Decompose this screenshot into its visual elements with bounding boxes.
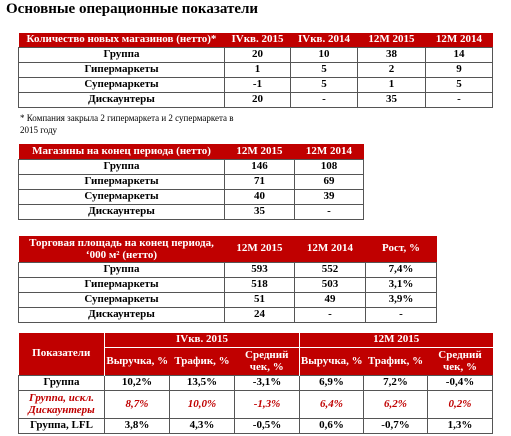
row-label: Дискаунтеры (19, 307, 225, 322)
table-cell: - (426, 92, 493, 107)
row-label: Гипермаркеты (19, 277, 225, 292)
table-cell: 593 (225, 262, 295, 277)
table-cell: 35 (358, 92, 426, 107)
row-label: Гипермаркеты (19, 62, 225, 77)
table-cell: 518 (225, 277, 295, 292)
table-cell: 1 (225, 62, 291, 77)
table-cell: 5 (291, 77, 358, 92)
column-header: Трафик, % (364, 347, 428, 375)
table-cell: 552 (295, 262, 366, 277)
table-cell: 51 (225, 292, 295, 307)
column-header: Рост, % (366, 236, 437, 262)
table-row (19, 262, 437, 277)
column-group-header: 12M 2015 (300, 333, 493, 347)
row-label: Супермаркеты (19, 292, 225, 307)
table-cell: 8,7% (105, 390, 170, 418)
column-header: IVкв. 2014 (291, 33, 358, 47)
row-label: Группа (19, 47, 225, 62)
table-row (19, 307, 437, 322)
table-row (19, 47, 493, 62)
table-cell: 9 (426, 62, 493, 77)
table-row (19, 277, 437, 292)
table-row (19, 189, 364, 204)
table-cell: -0,7% (364, 418, 428, 433)
row-label: Гипермаркеты (19, 174, 225, 189)
table-cell: 10 (291, 47, 358, 62)
column-header: 12M 2015 (225, 236, 295, 262)
table-cell: 39 (295, 189, 364, 204)
table-cell: 4,3% (170, 418, 235, 433)
table-cell: 5 (291, 62, 358, 77)
table-cell: 35 (225, 204, 295, 219)
table-cell: 38 (358, 47, 426, 62)
table-cell: -1,3% (235, 390, 300, 418)
table-cell: - (291, 92, 358, 107)
table-cell: -0,4% (428, 375, 493, 390)
column-header: 12M 2014 (295, 144, 364, 159)
table-cell: 146 (225, 159, 295, 174)
table-row (19, 375, 493, 390)
table-cell: -3,1% (235, 375, 300, 390)
row-label: Супермаркеты (19, 189, 225, 204)
column-header: Торговая площадь на конец периода, ‘000 м² (нетто) (19, 236, 225, 262)
table-row (19, 159, 364, 174)
table-cell: 108 (295, 159, 364, 174)
table-cell: -1 (225, 77, 291, 92)
table-cell: 14 (426, 47, 493, 62)
column-header: Трафик, % (170, 347, 235, 375)
table-cell: 24 (225, 307, 295, 322)
table-cell: 2 (358, 62, 426, 77)
table-cell: 20 (225, 47, 291, 62)
table-cell: 6,2% (364, 390, 428, 418)
table-cell: 1 (358, 77, 426, 92)
table-cell: 6,4% (300, 390, 364, 418)
stores-end-period-table (18, 144, 364, 220)
table-row (19, 62, 493, 77)
table-cell: 6,9% (300, 375, 364, 390)
column-header: Средний чек, % (235, 347, 300, 375)
table-row (19, 292, 437, 307)
row-label: Группа, LFL (19, 418, 105, 433)
table-cell: -0,5% (235, 418, 300, 433)
table-cell: 71 (225, 174, 295, 189)
table-cell: 5 (426, 77, 493, 92)
column-header: Выручка, % (105, 347, 170, 375)
table-cell: 3,9% (366, 292, 437, 307)
table-cell: - (295, 204, 364, 219)
column-header: Выручка, % (300, 347, 364, 375)
table-cell: 7,2% (364, 375, 428, 390)
table-cell: - (366, 307, 437, 322)
table-cell: 10,2% (105, 375, 170, 390)
table-cell: 69 (295, 174, 364, 189)
table-row (19, 204, 364, 219)
table-cell: 49 (295, 292, 366, 307)
column-group-header: IVкв. 2015 (105, 333, 300, 347)
row-label: Дискаунтеры (19, 204, 225, 219)
table-row (19, 174, 364, 189)
column-header: Показатели (19, 333, 105, 375)
row-label: Группа, искл. Дискаунтеры (19, 390, 105, 418)
page-title: Основные операционные показатели (6, 1, 259, 17)
row-label: Супермаркеты (19, 77, 225, 92)
table-row (19, 390, 493, 418)
row-label: Дискаунтеры (19, 92, 225, 107)
table-cell: 503 (295, 277, 366, 292)
table-cell: 0,2% (428, 390, 493, 418)
table-row (19, 418, 493, 433)
table-cell: 1,3% (428, 418, 493, 433)
table-cell: 3,8% (105, 418, 170, 433)
table-cell: - (295, 307, 366, 322)
table-cell: 7,4% (366, 262, 437, 277)
row-label: Группа (19, 262, 225, 277)
footnote: * Компания закрыла 2 гипермаркета и 2 супермаркета в 2015 году (20, 113, 234, 135)
table-row (19, 77, 493, 92)
column-header: 12M 2014 (426, 33, 493, 47)
column-header: Магазины на конец периода (нетто) (19, 144, 225, 159)
table-cell: 20 (225, 92, 291, 107)
row-label: Группа (19, 375, 105, 390)
table-cell: 13,5% (170, 375, 235, 390)
column-header: 12M 2015 (225, 144, 295, 159)
column-header: Средний чек, % (428, 347, 493, 375)
column-header: Количество новых магазинов (нетто)* (19, 33, 225, 47)
retail-area-table (18, 236, 437, 323)
table-cell: 40 (225, 189, 295, 204)
column-header: 12M 2014 (295, 236, 366, 262)
row-label: Группа (19, 159, 225, 174)
performance-table (18, 333, 493, 434)
table-cell: 10,0% (170, 390, 235, 418)
table-row (19, 92, 493, 107)
table-cell: 3,1% (366, 277, 437, 292)
table-cell: 0,6% (300, 418, 364, 433)
new-stores-table (18, 33, 493, 108)
column-header: 12M 2015 (358, 33, 426, 47)
column-header: IVкв. 2015 (225, 33, 291, 47)
